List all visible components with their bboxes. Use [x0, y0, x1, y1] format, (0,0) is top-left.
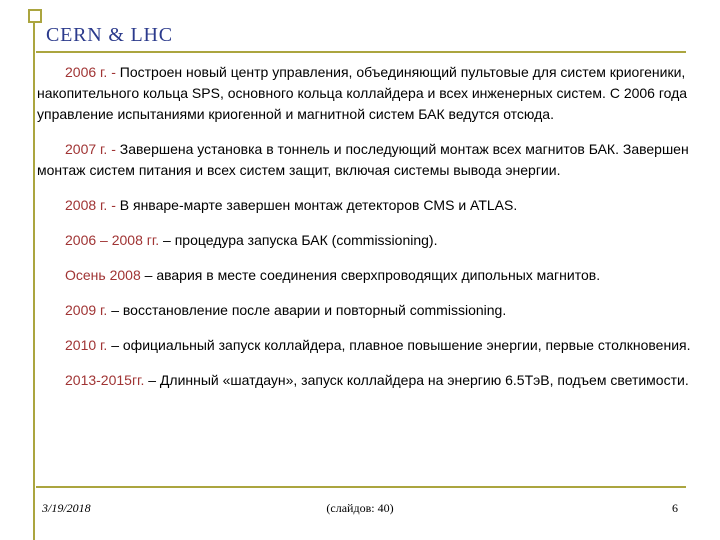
paragraph-body-text: – Длинный «шатдаун», запуск коллайдера на энергию 6.5ТэВ, подъем светимости. — [144, 372, 689, 388]
paragraph-date-lead: 2010 г. — [65, 337, 108, 353]
paragraph-date-lead: 2013-2015гг. — [65, 372, 145, 388]
slide-body — [37, 62, 697, 405]
footer-date: 3/19/2018 — [42, 501, 91, 515]
paragraph-date-lead: 2006 – 2008 гг. — [65, 232, 160, 248]
timeline-paragraph — [37, 139, 697, 181]
timeline-paragraph — [37, 230, 697, 251]
timeline-paragraph — [37, 300, 697, 321]
footer-page-number: 6 — [672, 501, 678, 515]
paragraph-body-text: Завершена установка в тоннель и последующий монтаж всех магнитов БАК. Завершен монтаж систем питания и всех систем защит, включая системы вывода энергии. — [37, 141, 689, 178]
left-vertical-accent-line — [33, 9, 35, 540]
paragraph-body-text: – авария в месте соединения сверхпроводящих дипольных магнитов. — [140, 267, 601, 283]
paragraph-body-text: – восстановление после аварии и повторный commissioning. — [107, 302, 507, 318]
footer-slide-count: (слайдов: 40) — [326, 501, 394, 515]
footer-divider-rule — [36, 486, 686, 488]
slide-title: CERN & LHC — [46, 24, 173, 46]
paragraph-body-text: – официальный запуск коллайдера, плавное повышение энергии, первые столкновения. — [107, 337, 691, 353]
paragraph-body-text: – процедура запуска БАК (commissioning). — [159, 232, 438, 248]
paragraph-body-text: В январе-марте завершен монтаж детекторов CMS и ATLAS. — [119, 197, 518, 213]
timeline-paragraph — [37, 335, 697, 356]
timeline-paragraph — [37, 195, 697, 216]
timeline-paragraph — [37, 62, 697, 125]
corner-square-decoration — [28, 9, 42, 23]
slide-footer — [0, 501, 720, 521]
paragraph-date-lead: 2009 г. — [65, 302, 108, 318]
paragraph-date-lead: 2007 г. - — [65, 141, 120, 157]
paragraph-date-lead: 2006 г. - — [65, 64, 120, 80]
timeline-paragraph — [37, 265, 697, 286]
paragraph-body-text: Построен новый центр управления, объединяющий пультовые для систем криогеники, накопительного кольца SPS, основного кольца коллайдера и всех инженерных систем. С 2006 года управление испытаниями криогенной и магнитной систем БАК ведутся отсюда. — [37, 64, 688, 122]
title-underline-rule — [36, 51, 686, 53]
timeline-paragraph — [37, 370, 697, 391]
paragraph-date-lead: 2008 г. - — [65, 197, 120, 213]
paragraph-date-lead: Осень 2008 — [65, 267, 141, 283]
